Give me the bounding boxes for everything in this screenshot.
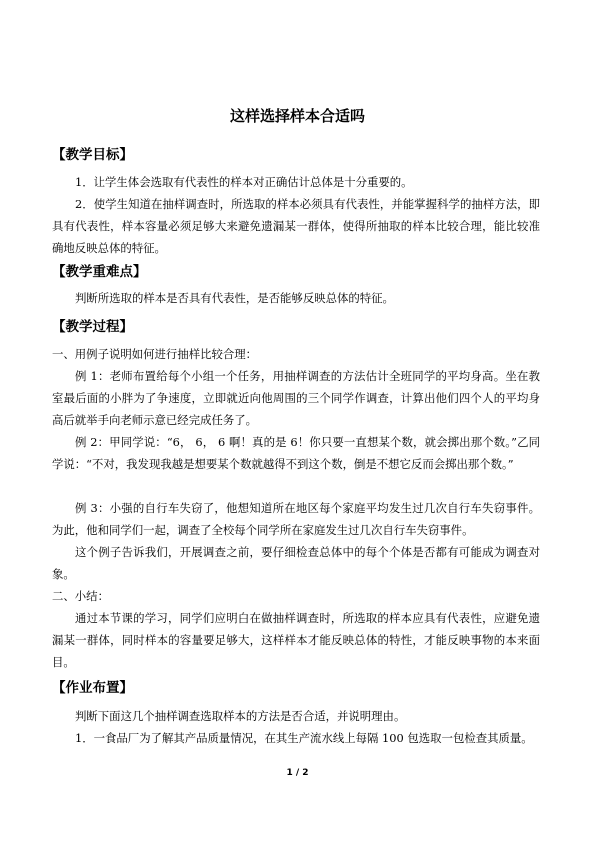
homework-question-1: 1．一食品厂为了解其产品质量情况，在其生产流水线上每隔 100 包选取一包检查其质量。: [75, 731, 533, 745]
key-point-1: 判断所选取的样本是否具有代表性，是否能够反映总体的特征。: [75, 291, 394, 305]
process-part-1: 一、用例子说明如何进行抽样比较合理：: [52, 347, 258, 361]
document-title: 这样选择样本合适吗: [229, 107, 365, 125]
example-lesson: 这个例子告诉我们，开展调查之前，要仔细检查总体中的每个个体是否都有可能成为调查对象。: [52, 545, 540, 581]
heading-homework: 【作业布置】: [52, 680, 133, 696]
heading-process: 【教学过程】: [52, 319, 133, 335]
heading-key-points: 【教学重难点】: [52, 264, 147, 280]
example-3: 例 3：小强的自行车失窃了，他想知道所在地区每个家庭平均发生过几次自行车失窃事件。为此，他和同学们一起，调查了全校每个同学所在家庭发生过几次自行车失窃事件。: [52, 501, 540, 537]
objective-1: 1．让学生体会选取有代表性的样本对正确估计总体是十分重要的。: [75, 175, 413, 189]
summary-paragraph: 通过本节课的学习，同学们应明白在做抽样调查时，所选取的样本应具有代表性，应避免遗漏某一群体，同时样本的容量要足够大，这样样本才能反映总体的特性，才能反映事物的本来面目。: [52, 611, 540, 669]
example-2: 例 2：甲同学说：“6， 6， 6 啊！真的是 6！你只要一直想某个数，就会掷出那个数。”乙同学说：“不对，我发现我越是想要某个数就越得不到这个数，倒是不想它反而会掷出那个数。”: [52, 435, 540, 471]
example-1: 例 1：老师布置给每个小组一个任务，用抽样调查的方法估计全班同学的平均身高。坐在教室最后面的小胖为了争速度，立即就近向他周围的三个同学作调查，计算出他们四个人的平均身高后就举手向老师示意已经完成任务了。: [52, 369, 540, 427]
process-part-2: 二、小结：: [52, 589, 109, 603]
page-number: 1 / 2: [286, 768, 309, 778]
objective-2: 2．使学生知道在抽样调查时，所选取的样本必须具有代表性，并能掌握科学的抽样方法，即具有代表性，样本容量必须足够大来避免遗漏某一群体，使得所抽取的样本比较合理，能比较准确地反映总体的特征。: [52, 197, 540, 255]
heading-objectives: 【教学目标】: [52, 147, 133, 163]
homework-intro: 判断下面这几个抽样调查选取样本的方法是否合适，并说明理由。: [75, 709, 406, 723]
